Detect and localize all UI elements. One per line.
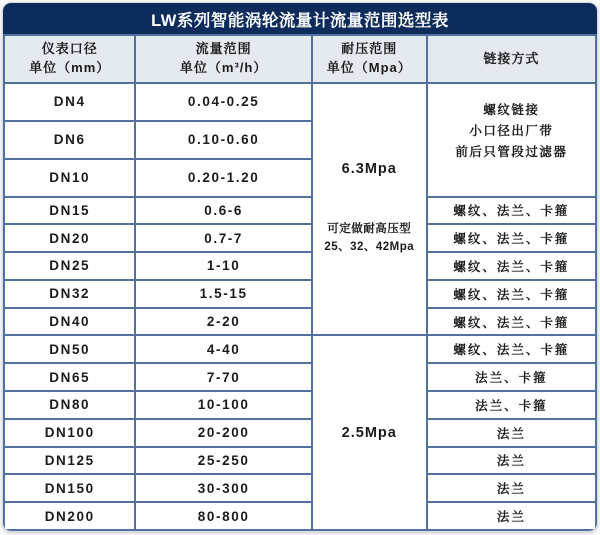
connection-cell: 螺纹、法兰、卡箍 — [427, 197, 596, 225]
connection-small-bore-cell — [427, 83, 596, 197]
flow-cell: 1-10 — [135, 252, 311, 280]
table-row-dn25 — [4, 252, 596, 280]
pressure-note-line2: 25、32、42Mpa — [324, 241, 415, 254]
connection-line2: 小口径出厂带 — [469, 124, 554, 139]
connection-cell: 螺纹、法兰、卡箍 — [427, 280, 596, 308]
diameter-cell: DN150 — [4, 474, 135, 502]
connection-cell: 螺纹、法兰、卡箍 — [427, 224, 596, 252]
pressure-group-low-cell — [312, 335, 427, 530]
flow-cell: 0.6-6 — [135, 197, 311, 225]
connection-cell: 螺纹、法兰、卡箍 — [427, 252, 596, 280]
pressure-value: 6.3Mpa — [341, 161, 397, 178]
connection-cell: 法兰 — [427, 447, 596, 475]
col-header-diameter-line1: 仪表口径 — [41, 41, 98, 57]
selection-table-card — [2, 2, 598, 532]
table-row-dn125 — [4, 447, 596, 475]
diameter-cell: DN100 — [4, 419, 135, 447]
col-header-flow-line2: 单位（m³/h） — [179, 60, 268, 75]
flow-cell: 4-40 — [135, 335, 311, 363]
diameter-cell: DN20 — [4, 224, 135, 252]
diameter-cell: DN80 — [4, 391, 135, 419]
connection-cell: 法兰 — [427, 419, 596, 447]
col-header-diameter — [4, 35, 135, 83]
pressure-value: 2.5Mpa — [341, 424, 397, 441]
flow-cell: 30-300 — [135, 474, 311, 502]
selection-table — [3, 34, 597, 531]
table-title-bar — [3, 3, 597, 34]
table-title: LW系列智能涡轮流量计流量范围选型表 — [151, 11, 449, 30]
col-header-pressure-line1: 耐压范围 — [341, 41, 398, 57]
pressure-note — [313, 221, 426, 257]
table-row-dn80 — [4, 391, 596, 419]
flow-cell: 25-250 — [135, 447, 311, 475]
col-header-flow — [135, 35, 311, 83]
col-header-pressure — [312, 35, 427, 83]
diameter-cell: DN40 — [4, 308, 135, 336]
flow-cell: 7-70 — [135, 363, 311, 391]
table-row-dn4 — [4, 83, 596, 121]
diameter-cell: DN4 — [4, 83, 135, 121]
diameter-cell: DN10 — [4, 159, 135, 197]
table-row-dn100 — [4, 419, 596, 447]
pressure-group-high-cell — [312, 83, 427, 335]
connection-cell: 螺纹、法兰、卡箍 — [427, 308, 596, 336]
diameter-cell: DN125 — [4, 447, 135, 475]
table-row-dn150 — [4, 474, 596, 502]
table-row-dn65 — [4, 363, 596, 391]
flow-cell: 0.7-7 — [135, 224, 311, 252]
col-header-flow-line1: 流量范围 — [195, 41, 252, 57]
connection-cell: 法兰 — [427, 502, 596, 530]
diameter-cell: DN50 — [4, 335, 135, 363]
flow-cell: 80-800 — [135, 502, 311, 530]
flow-cell: 20-200 — [135, 419, 311, 447]
col-header-pressure-line2: 单位（Mpa） — [326, 60, 412, 75]
header-row — [4, 35, 596, 83]
connection-line3: 前后只管段过滤器 — [455, 145, 568, 160]
col-header-connection — [427, 35, 596, 83]
diameter-cell: DN32 — [4, 280, 135, 308]
connection-cell: 法兰、卡箍 — [427, 363, 596, 391]
diameter-cell: DN25 — [4, 252, 135, 280]
flow-cell: 2-20 — [135, 308, 311, 336]
connection-cell: 法兰 — [427, 474, 596, 502]
diameter-cell: DN65 — [4, 363, 135, 391]
table-row-dn40 — [4, 308, 596, 336]
connection-line1: 螺纹链接 — [483, 102, 540, 117]
col-header-diameter-line2: 单位（mm） — [29, 60, 111, 75]
table-row-dn200 — [4, 502, 596, 530]
diameter-cell: DN15 — [4, 197, 135, 225]
flow-cell: 1.5-15 — [135, 280, 311, 308]
connection-cell: 法兰、卡箍 — [427, 391, 596, 419]
table-row-dn20 — [4, 224, 596, 252]
table-row-dn15 — [4, 197, 596, 225]
flow-cell: 0.20-1.20 — [135, 159, 311, 197]
table-row-dn50 — [4, 335, 596, 363]
table-row-dn32 — [4, 280, 596, 308]
flow-cell: 0.04-0.25 — [135, 83, 311, 121]
flow-cell: 0.10-0.60 — [135, 121, 311, 159]
connection-cell: 螺纹、法兰、卡箍 — [427, 335, 596, 363]
diameter-cell: DN6 — [4, 121, 135, 159]
diameter-cell: DN200 — [4, 502, 135, 530]
col-header-connection-line1: 链接方式 — [483, 50, 540, 66]
pressure-note-line1: 可定做耐高压型 — [327, 223, 412, 236]
flow-cell: 10-100 — [135, 391, 311, 419]
